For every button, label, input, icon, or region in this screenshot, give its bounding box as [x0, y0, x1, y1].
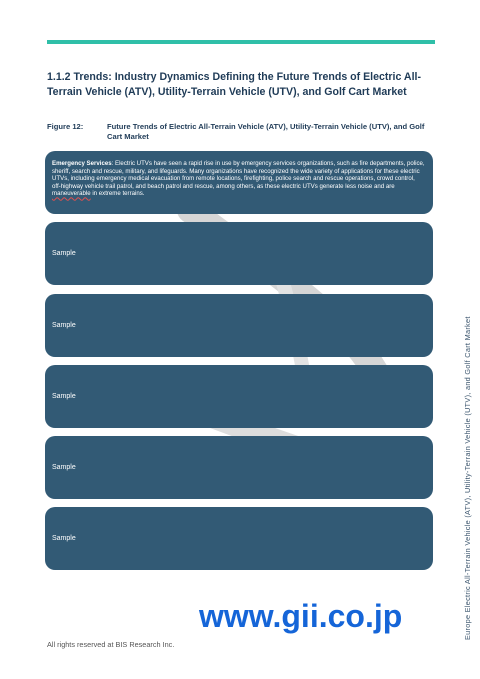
sample-label: Sample — [52, 393, 76, 400]
emergency-services-text: : Electric UTVs have seen a rapid rise in use by emergency services organizations, such as fire departments, police, sheriff, search and rescue, military, and lifeguards. Many organizations have recognized the wide variety of applications for these electric UTVs, including emergency medical evacuation from remote locations, firefighting, police search and rescue operations, crowd control, off-highway vehicle trail patrol, and beach patrol and rescue, among others, as these electric UTVs generate less noise and are — [52, 160, 425, 190]
gii-watermark-logo[interactable]: www.gii.co.jp — [199, 598, 403, 634]
side-report-title: Europe Electric All-Terrain Vehicle (ATV), Utility-Terrain Vehicle (UTV), and Golf Cart Market — [463, 316, 472, 640]
sample-box-3 — [45, 365, 433, 428]
sample-label: Sample — [52, 535, 76, 542]
underlined-word: maneuverable — [52, 190, 91, 198]
sample-box-5 — [45, 507, 433, 570]
sample-label: Sample — [52, 322, 76, 329]
figure-title: Future Trends of Electric All-Terrain Vehicle (ATV), Utility-Terrain Vehicle (UTV), and Golf Cart Market — [107, 122, 425, 141]
emergency-services-text-end: in extreme terrains. — [90, 190, 145, 198]
emergency-services-box — [45, 151, 433, 214]
emergency-services-lead: Emergency Services — [52, 160, 112, 167]
sample-label: Sample — [52, 250, 76, 257]
top-rule — [47, 40, 435, 44]
sample-box-1 — [45, 222, 433, 285]
figure-label: Figure 12: — [47, 122, 84, 131]
footer-copyright: All rights reserved at BIS Research Inc. — [47, 640, 175, 649]
sample-box-2 — [45, 294, 433, 357]
figure-caption — [47, 122, 435, 142]
section-heading: 1.1.2 Trends: Industry Dynamics Defining the Future Trends of Electric All-Terrain Vehicle (ATV), Utility-Terrain Vehicle (UTV), and Golf Cart Market — [47, 71, 421, 98]
sample-box-4 — [45, 436, 433, 499]
sample-label: Sample — [52, 464, 76, 471]
